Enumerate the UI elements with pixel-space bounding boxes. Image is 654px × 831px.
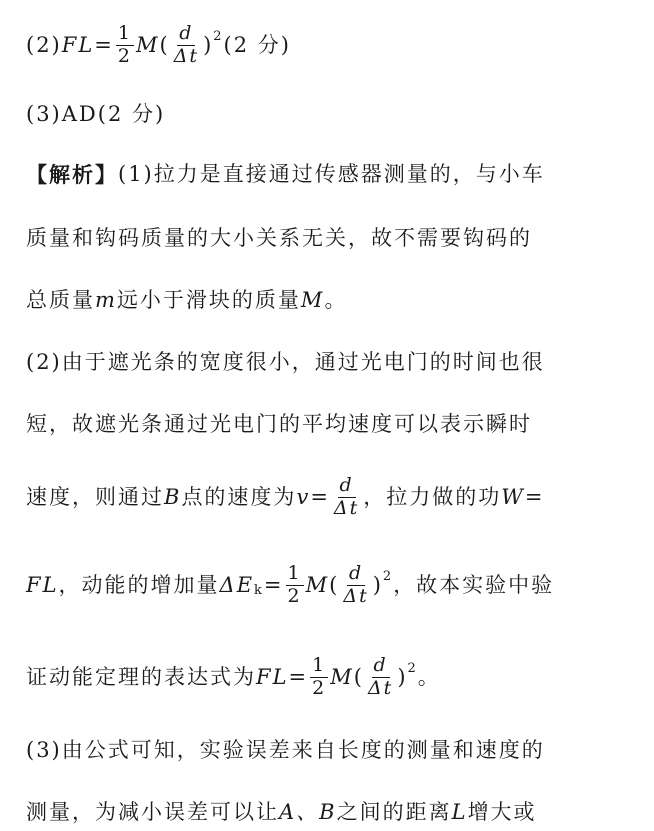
fraction-denominator: Δt [367,676,394,699]
analysis-text: 短，故遮光条通过光电门的平均速度可以表示瞬时 [26,412,532,436]
answer-line-2 [26,24,636,67]
analysis-line-1 [26,164,636,185]
fraction-numerator: 1 [287,562,302,584]
mass-symbol: M [135,32,160,57]
open-paren: ( [159,32,170,57]
fraction-numerator: d [179,22,194,44]
fraction-numerator: 1 [312,654,327,676]
fraction-velocity [172,24,201,67]
text-segment: 远小于滑块的质量 [116,288,301,312]
fraction-denominator: 2 [117,44,132,67]
analysis-line-3 [26,290,636,311]
exponent: 2 [213,28,224,44]
analysis-line-2 [26,228,636,249]
open-paren: ( [329,572,340,597]
equals-sign: = [94,32,114,57]
open-paren: ( [353,664,364,689]
symbol-W: W [501,484,525,509]
exponent: 2 [382,568,394,584]
analysis-tag: 【解析】 [26,162,118,187]
fraction-denominator: Δt [333,496,360,519]
analysis-text: (3)由公式可知，实验误差来自长度的测量和速度的 [26,738,545,762]
fraction-half [286,564,304,607]
fraction-denominator: 2 [287,584,302,607]
fraction-velocity [341,564,370,607]
equals-sign: = [310,484,330,509]
text-segment: ，故本实验中验 [393,572,555,597]
fraction-half [116,24,134,67]
text-segment: ，拉力做的功 [363,484,502,509]
symbol-AB: A、B [279,800,337,824]
analysis-line-7 [26,564,636,607]
close-paren: ) [203,32,214,57]
symbol-L: L [451,800,468,824]
analysis-line-4 [26,352,636,373]
mass-symbol: M [305,572,330,597]
equals-sign: = [263,572,284,597]
fraction-numerator: d [373,654,388,676]
symbol-B: B [164,484,182,509]
text-segment: 。 [417,664,441,689]
text-segment: 增大或 [467,800,537,824]
fraction-denominator: Δt [343,584,369,607]
analysis-text: 质量和钩码质量的大小关系无关，故不需要钩码的 [26,226,532,250]
text-segment: 。 [324,288,348,312]
analysis-line-9 [26,740,636,761]
close-paren: ) [372,572,383,597]
answer-line-3 [26,104,636,125]
analysis-line-5 [26,414,636,435]
text-segment: 证动能定理的表达式为 [26,664,256,689]
exponent: 2 [407,660,418,676]
symbol-FL: FL [256,664,289,689]
symbol-FL: FL [26,572,59,597]
text-segment: 测量，为减小误差可以让 [26,800,279,824]
fraction-numerator: d [339,474,354,496]
text-segment: 点的速度为 [181,484,297,509]
subscript-k: k [254,582,264,598]
answer-text: (3)AD(2 分) [26,102,166,126]
fraction-numerator: d [348,562,364,584]
equals-sign: = [524,484,545,509]
fraction-velocity [366,656,395,699]
analysis-line-10 [26,802,636,823]
analysis-text: (1)拉力是直接通过传感器测量的，与小车 [118,162,545,186]
symbol-delta-E: ΔE [219,572,255,597]
text-segment: 速度，则通过 [26,484,164,509]
symbol-v: v [296,484,311,509]
item-number: (2) [26,32,62,57]
text-segment: 之间的距离 [336,800,452,824]
formula-lhs: FL [61,32,95,57]
mass-symbol: M [330,664,354,689]
symbol-m: m [95,288,117,312]
symbol-M: M [300,288,325,312]
equals-sign: = [288,664,309,689]
analysis-line-6 [26,476,636,519]
analysis-text: (2)由于遮光条的宽度很小，通过光电门的时间也很 [26,350,545,374]
fraction-velocity [332,476,361,519]
text-segment: ，动能的增加量 [58,572,220,597]
fraction-half [310,656,328,699]
fraction-denominator: Δt [173,44,200,67]
fraction-numerator: 1 [117,22,132,44]
fraction-denominator: 2 [312,676,327,699]
close-paren: ) [397,664,408,689]
text-segment: 总质量 [26,288,95,312]
analysis-line-8 [26,656,636,699]
score-note: (2 分) [223,32,291,57]
